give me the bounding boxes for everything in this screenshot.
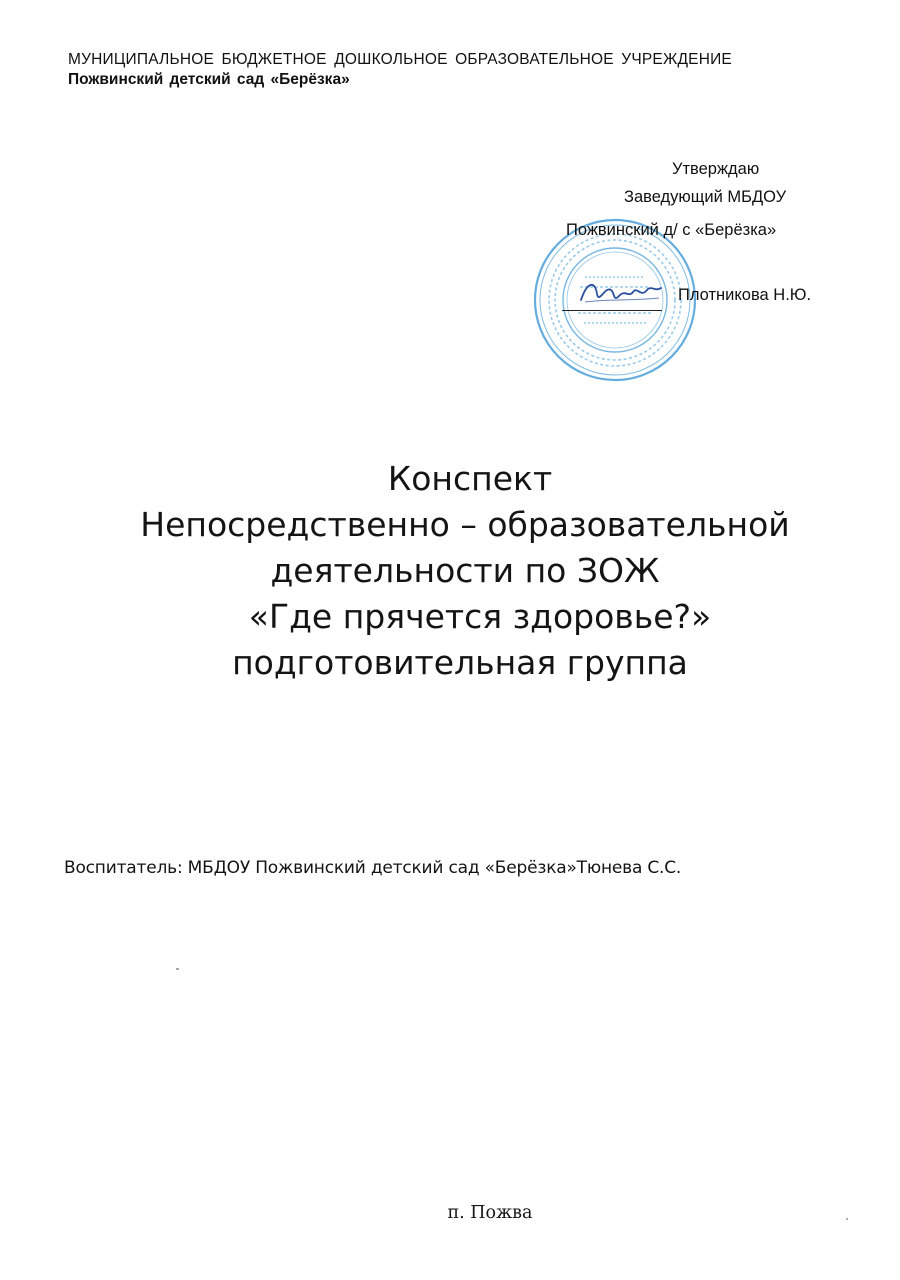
organization-header [68, 50, 868, 90]
title-line-2: Непосредственно – образовательной [140, 505, 790, 544]
teacher-line: Воспитатель: МБДОУ Пожвинский детский сад «Берёзка»Тюнева С.С. [64, 858, 682, 878]
organization-name: МУНИЦИПАЛЬНОЕ БЮДЖЕТНОЕ ДОШКОЛЬНОЕ ОБРАЗОВАТЕЛЬНОЕ УЧРЕЖДЕНИЕ [68, 51, 732, 68]
title-line-1: Конспект [387, 459, 553, 498]
kindergarten-name: Пожвинский детский сад «Берёзка» [68, 71, 350, 88]
document-title [0, 456, 900, 686]
title-line-3: деятельности по ЗОЖ [270, 551, 660, 590]
place-of-publication: п. Пожва [447, 1203, 533, 1223]
title-line-5: подготовительная группа [232, 643, 688, 682]
signature-line [562, 310, 662, 311]
approval-heading: Утверждаю [672, 160, 760, 178]
approval-position: Заведующий МБДОУ [624, 188, 787, 206]
approval-institution: Пожвинский д/ с «Берёзка» [566, 221, 777, 239]
scan-speck [176, 968, 179, 970]
approval-signatory: Плотникова Н.Ю. [678, 286, 812, 304]
title-line-4: «Где прячется здоровье?» [248, 597, 712, 636]
signature-icon [575, 272, 665, 312]
